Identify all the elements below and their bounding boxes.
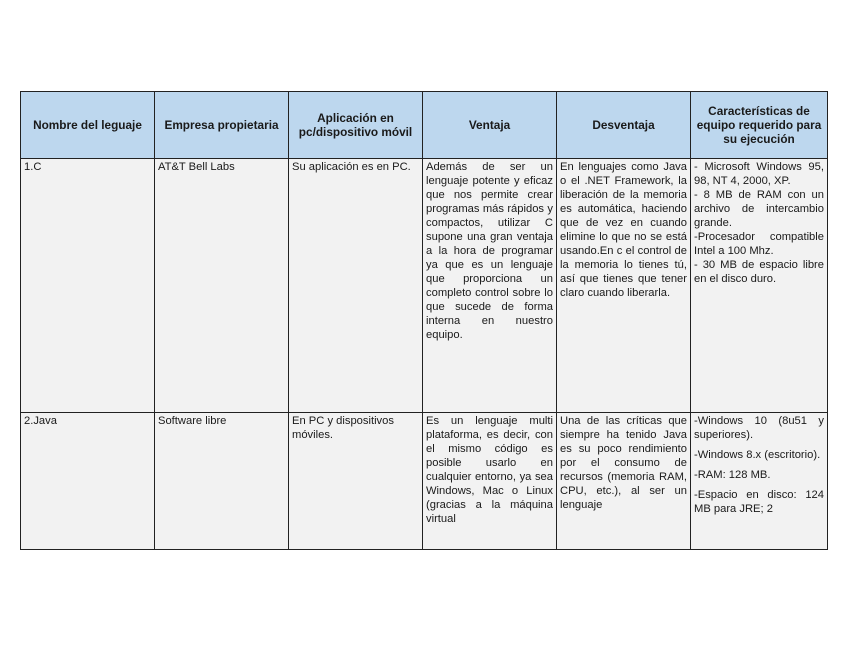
caracteristica-item: - 30 MB de espacio libre en el disco duro. bbox=[694, 259, 824, 285]
caracteristica-item: -Espacio en disco: 124 MB para JRE; 2 bbox=[694, 489, 824, 515]
caracteristica-item: - 8 MB de RAM con un archivo de intercambio grande. bbox=[694, 189, 824, 229]
cell-nombre: 1.C bbox=[21, 159, 155, 413]
cell-caracteristicas bbox=[691, 413, 828, 550]
cell-nombre: 2.Java bbox=[21, 413, 155, 550]
header-desventaja: Desventaja bbox=[557, 92, 691, 159]
cell-ventaja: Además de ser un lenguaje potente y eficaz que nos permite crear programas más rápidos y compactos, utilizar C supone una gran ventaja a la hora de programar ya que es un lenguaje que proporciona un completo control sobre lo que sucede de forma interna en nuestro equipo. bbox=[423, 159, 557, 413]
cell-empresa: Software libre bbox=[155, 413, 289, 550]
caracteristica-item: - Microsoft Windows 95, 98, NT 4, 2000, XP. bbox=[694, 161, 824, 187]
languages-table bbox=[20, 91, 828, 550]
header-ventaja: Ventaja bbox=[423, 92, 557, 159]
table-row bbox=[21, 413, 828, 550]
caracteristica-item: -Procesador compatible Intel a 100 Mhz. bbox=[694, 231, 824, 257]
header-aplicacion: Aplicación en pc/dispositivo móvil bbox=[289, 92, 423, 159]
header-empresa: Empresa propietaria bbox=[155, 92, 289, 159]
cell-caracteristicas bbox=[691, 159, 828, 413]
header-caracteristicas: Características de equipo requerido para su ejecución bbox=[691, 92, 828, 159]
caracteristica-item: -RAM: 128 MB. bbox=[694, 469, 771, 481]
cell-empresa: AT&T Bell Labs bbox=[155, 159, 289, 413]
cell-aplicacion: En PC y dispositivos móviles. bbox=[289, 413, 423, 550]
cell-ventaja: Es un lenguaje multi plataforma, es decir, con el mismo código es posible usarlo en cualquier entorno, ya sea Windows, Mac o Linux (gracias a la máquina virtual bbox=[423, 413, 557, 550]
table-header-row bbox=[21, 92, 828, 159]
table-row bbox=[21, 159, 828, 413]
cell-aplicacion: Su aplicación es en PC. bbox=[289, 159, 423, 413]
caracteristica-item: -Windows 10 (8u51 y superiores). bbox=[694, 415, 824, 441]
cell-desventaja: Una de las críticas que siempre ha tenido Java es su poco rendimiento por el consumo de recursos (memoria RAM, CPU, etc.), al ser un lenguaje bbox=[557, 413, 691, 550]
header-nombre: Nombre del leguaje bbox=[21, 92, 155, 159]
caracteristica-item: -Windows 8.x (escritorio). bbox=[694, 449, 821, 461]
cell-desventaja: En lenguajes como Java o el .NET Framework, la liberación de la memoria es automática, haciendo que de vez en cuando elimine lo que no se está usando.En c el control de la memoria lo tienes tú, así que tienes que tener claro cuando liberarla. bbox=[557, 159, 691, 413]
